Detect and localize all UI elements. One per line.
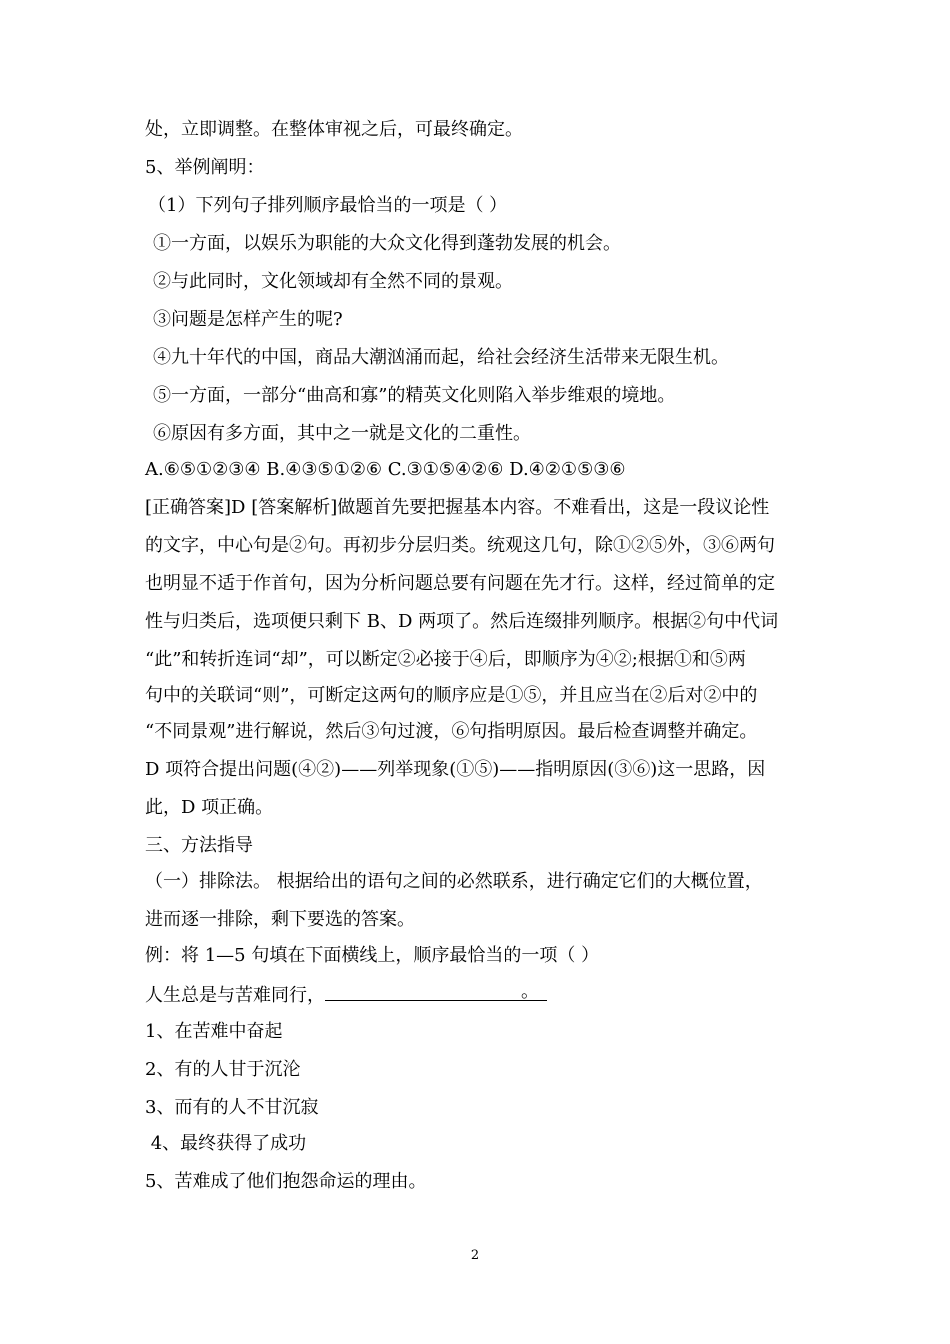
text-line: （一）排除法。 根据给出的语句之间的必然联系，进行确定它们的大概位置， <box>145 871 763 892</box>
blank-end-mark: 。 <box>521 981 539 1002</box>
example-prompt: 例：将 1—5 句填在下面横线上，顺序最恰当的一项（ ） <box>145 945 600 966</box>
answer-choices: A.⑥⑤①②③④ B.④③⑤①②⑥ C.③①⑤④②⑥ D.④②①⑤③⑥ <box>145 459 626 480</box>
fill-prefix: 人生总是与苦难同行， <box>145 985 325 1006</box>
option-item: 2、有的人甘于沉沦 <box>145 1059 301 1080</box>
text-line: 处，立即调整。在整体审视之后，可最终确定。 <box>145 119 523 140</box>
text-line: D 项符合提出问题(④②)——列举现象(①⑤)——指明原因(③⑥)这一思路，因 <box>145 759 766 780</box>
fill-in-line <box>145 982 547 1008</box>
option-item: 5、苦难成了他们抱怨命运的理由。 <box>145 1171 427 1192</box>
sentence-item: ③问题是怎样产生的呢? <box>153 309 343 330</box>
sentence-item: ⑤一方面，一部分“曲高和寡”的精英文化则陷入举步维艰的境地。 <box>153 385 676 406</box>
text-line: 也明显不适于作首句，因为分析问题总要有问题在先才行。这样，经过简单的定 <box>145 573 775 594</box>
text-line: “此”和转折连词“却”，可以断定②必接于④后，即顺序为④②;根据①和⑤两 <box>145 649 746 670</box>
text-line: [正确答案]D [答案解析]做题首先要把握基本内容。不难看出，这是一段议论性 <box>145 497 770 518</box>
sentence-item: ⑥原因有多方面，其中之一就是文化的二重性。 <box>153 423 531 444</box>
option-item: 3、而有的人不甘沉寂 <box>145 1097 319 1118</box>
option-item: 1、在苦难中奋起 <box>145 1021 283 1042</box>
text-line: 的文字，中心句是②句。再初步分层归类。统观这几句，除①②⑤外，③⑥两句 <box>145 535 775 556</box>
sentence-item: ④九十年代的中国，商品大潮汹涌而起，给社会经济生活带来无限生机。 <box>153 347 729 368</box>
option-item: 4、最终获得了成功 <box>145 1133 307 1154</box>
answer-blank <box>325 982 547 1001</box>
section-heading: 三、方法指导 <box>145 835 253 856</box>
page-number: 2 <box>470 1248 480 1263</box>
text-line: “不同景观”进行解说，然后③句过渡，⑥句指明原因。最后检查调整并确定。 <box>145 721 758 742</box>
question-stem: （1）下列句子排列顺序最恰当的一项是（ ） <box>148 195 508 216</box>
text-line: 性与归类后，选项便只剩下 B、D 两项了。然后连缀排列顺序。根据②句中代词 <box>145 611 779 632</box>
sentence-item: ②与此同时，文化领域却有全然不同的景观。 <box>153 271 513 292</box>
text-line: 此，D 项正确。 <box>145 797 274 818</box>
text-line: 进而逐一排除，剩下要选的答案。 <box>145 909 415 930</box>
text-line: 句中的关联词“则”，可断定这两句的顺序应是①⑤，并且应当在②后对②中的 <box>145 685 758 706</box>
sentence-item: ①一方面，以娱乐为职能的大众文化得到蓬勃发展的机会。 <box>153 233 621 254</box>
text-line: 5、举例阐明： <box>145 157 265 178</box>
